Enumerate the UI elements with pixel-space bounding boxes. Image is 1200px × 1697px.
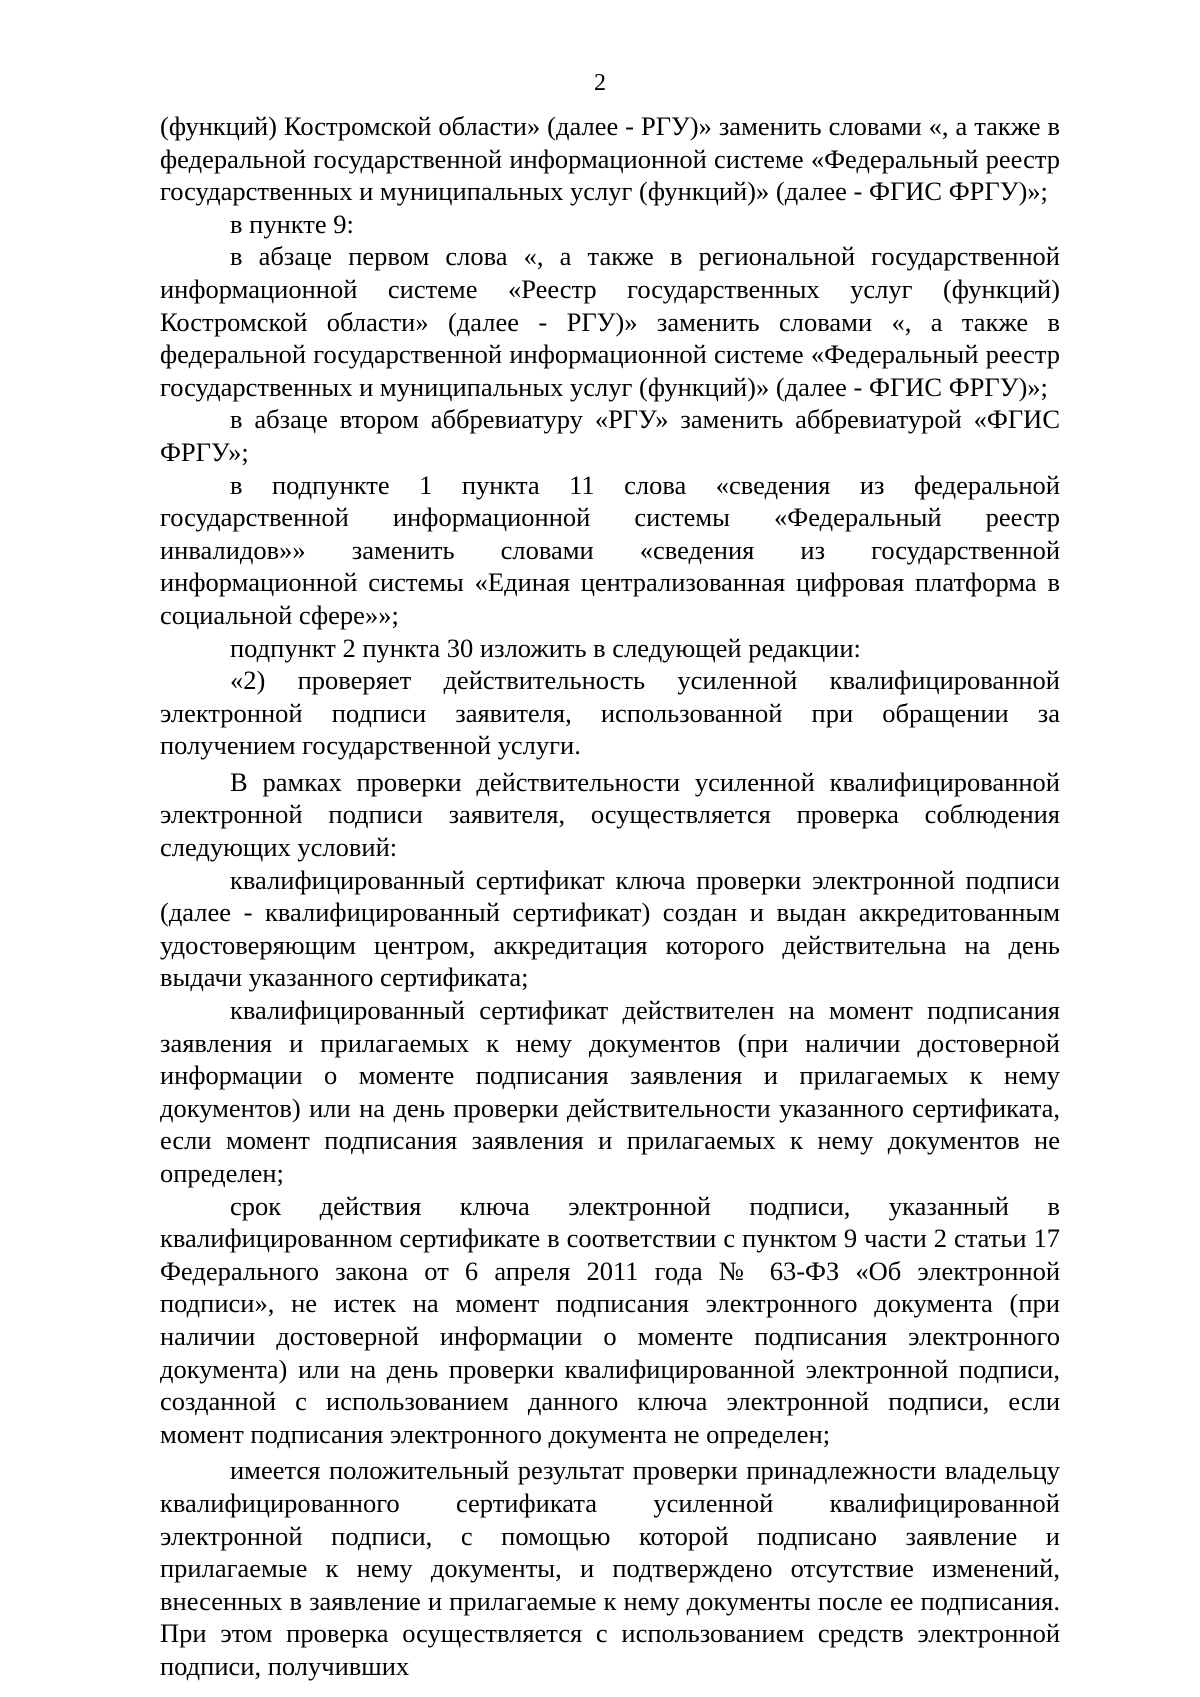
paragraph-5: в подпункте 1 пункта 11 слова «сведения из федеральной государственной информационной системы «Федеральный реестр инвалидов»» заменить словами «сведения из государственной информационной системы «Единая централизованная цифровая платформа в социальной сфере»»; bbox=[160, 469, 1060, 630]
page-number: 2 bbox=[594, 70, 606, 96]
paragraph-9: квалифицированный сертификат ключа проверки электронной подписи (далее - квалифицированный сертификат) создан и выдан аккредитованным удостоверяющим центром, аккредитация которого действительна на день выдачи указанного сертификата; bbox=[160, 864, 1060, 993]
paragraph-4: в абзаце втором аббревиатуру «РГУ» заменить аббревиатурой «ФГИС ФРГУ»; bbox=[160, 404, 1060, 467]
paragraph-12: имеется положительный результат проверки принадлежности владельцу квалифицированного сертификата усиленной квалифицированной электронной подписи, с помощью которой подписано заявление и прилагаемые к нему документы, и подтверждено отсутствие изменений, внесенных в заявление и прилагаемые к нему документы после ее подписания. При этом проверка осуществляется с использованием средств электронной подписи, получивших bbox=[160, 1455, 1060, 1681]
paragraph-2: в пункте 9: bbox=[230, 208, 354, 239]
document-body bbox=[160, 110, 1060, 1683]
paragraph-6: подпункт 2 пункта 30 изложить в следующей редакции: bbox=[230, 632, 861, 663]
paragraph-10: квалифицированный сертификат действителен на момент подписания заявления и прилагаемых к нему документов (при наличии достоверной информации о моменте подписания заявления и прилагаемых к нему документов) или на день проверки действительности указанного сертификата, если момент подписания заявления и прилагаемых к нему документов не определен; bbox=[160, 995, 1060, 1188]
paragraph-1: (функций) Костромской области» (далее - РГУ)» заменить словами «, а также в федеральной государственной информационной системе «Федеральный реестр государственных и муниципальных услуг (функций)» (далее - ФГИС ФРГУ)»; bbox=[160, 111, 1060, 207]
paragraph-8: В рамках проверки действительности усиленной квалифицированной электронной подписи заявителя, осуществляется проверка соблюдения следующих условий: bbox=[160, 766, 1060, 863]
paragraph-7: «2) проверяет действительность усиленной квалифицированной электронной подписи заявителя, использованной при обращении за получением государственной услуги. bbox=[160, 665, 1060, 761]
paragraph-11: срок действия ключа электронной подписи, указанный в квалифицированном сертификате в соответствии с пунктом 9 части 2 статьи 17 Федерального закона от 6 апреля 2011 года № 63-ФЗ «Об электронной подписи», не истек на момент подписания электронного документа (при наличии достоверной информации о моменте подписания электронного документа) или на день проверки квалифицированной электронной подписи, созданной с использованием данного ключа электронной подписи, если момент подписания электронного документа не определен; bbox=[160, 1190, 1060, 1449]
paragraph-3: в абзаце первом слова «, а также в региональной государственной информационной системе «Реестр государственных услуг (функций) Костромской области» (далее - РГУ)» заменить словами «, а также в федеральной государственной информационной системе «Федеральный реестр государственных и муниципальных услуг (функций)» (далее - ФГИС ФРГУ)»; bbox=[160, 241, 1060, 402]
